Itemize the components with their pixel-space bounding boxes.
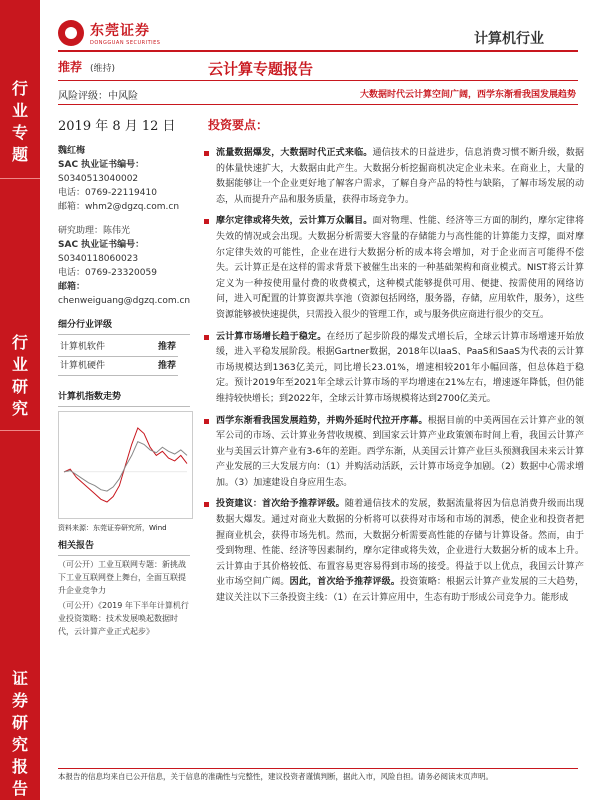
brand-name: 东莞证券 xyxy=(90,23,150,39)
sub-rating-title: 细分行业评级 xyxy=(58,318,190,335)
invest-title: 投资要点： xyxy=(208,118,269,132)
table-row: 计算机硬件 推荐 xyxy=(58,357,178,376)
rating: 推荐 (维持) xyxy=(58,60,116,74)
related-report[interactable]: （可公开）《2019 年下半年计算机行业投资策略：技术发展唤起数据时代，云计算产业正式起步》 xyxy=(58,601,189,636)
left-column xyxy=(58,56,190,638)
sub-rating-table xyxy=(58,338,178,376)
key-point: 流量数据爆发，大数据时代正式来临。通信技术的日益进步，信息消费习惯不断升级，数据的体量快速扩大，大数据由此产生。大数据分析挖掘商机决定企业未来。在商业上，大量的数据能够让一个企业更好地了解客户需求，了解自身产品的特性与缺陷，了解市场发展的动态，从而提升产品和服务质量，获得市场竞争力。 xyxy=(204,146,584,208)
header-divider xyxy=(58,50,578,52)
industry-label: 计算机行业 xyxy=(474,31,544,47)
report-title: 云计算专题报告 xyxy=(208,60,314,78)
sidebar-label-research: 行业研究 xyxy=(11,333,28,418)
index-chart xyxy=(58,411,193,519)
author-email[interactable]: chenweiguang@dgzq.com.cn xyxy=(58,296,191,306)
table-row: 计算机软件 推荐 xyxy=(58,338,178,357)
index-chart-svg xyxy=(58,411,193,519)
key-point: 摩尔定律或将失效，云计算万众瞩目。面对物理、性能、经济等三方面的制约，摩尔定律将失效的情况或会出现。大数据分析需要大容量的存储能力与高性能的计算能力支撑，面对摩尔定律失效的可能性，企业在进行大数据分析的成本将会增加，对于企业而言可能得不偿失。云计算正是在这样的需求背景下被催生出来的一种基础架构和商业模式。NIST将云计算定义为一种按使用量付费的收费模式，这种模式能够提供可用、便捷、按需使用的网络访问，进入可配置的计算资源共享池（资源包括网络，服务器，存储，应用软件，服务），这些资源能够被快速提供，只需投入很少的管理工作，或与服务供应商进行很少的交互。 xyxy=(204,214,584,323)
sidebar-label-report: 证券研究报告 xyxy=(11,669,28,798)
sidebar-divider xyxy=(0,430,40,431)
cert-label: SAC 执业证书编号： xyxy=(58,160,145,170)
cert-number: S0340118060023 xyxy=(58,254,139,264)
sidebar-divider xyxy=(0,178,40,179)
logo-icon xyxy=(58,20,84,46)
main-body xyxy=(204,146,584,613)
risk-rating: 风险评级：中风险 xyxy=(58,91,138,102)
key-point: 西学东渐看我国发展趋势，并购外延时代拉开序幕。根据目前的中美两国在云计算产业的领军公司的市场、云计算业务营收规模、到国家云计算产业政策颁布时间上看，我国云计算产业与美国云计算产业有3-6年的差距。西学东渐，从美国云计算产业巨头预测我国未来云计算产业发展的三大发展方向：（1）并购活动活跃，云计算市场竞争加剧。（2）数据中心需求增加。（3）加速建设自身应用生态。 xyxy=(204,414,584,492)
report-subtitle: 大数据时代云计算空间广阔，西学东渐看我国发展趋势 xyxy=(359,90,576,100)
author-name: 研究助理：陈伟光 xyxy=(58,226,131,236)
chart-series-line-1 xyxy=(64,442,187,491)
author-block xyxy=(58,224,190,308)
cert-number: S0340513040002 xyxy=(58,174,139,184)
chart-source: 资料来源：东莞证券研究所，Wind xyxy=(58,524,167,532)
chart-series-line-0 xyxy=(64,428,187,502)
related-title: 相关报告 xyxy=(58,539,190,556)
sidebar-label-topic: 行业专题 xyxy=(11,79,28,164)
key-point: 投资建议：首次给予推荐评级。随着通信技术的发展，数据流量将因为信息消费升级而出现数据大爆发。通过对商业大数据的分析将可以获得对市场和市场的洞悉，使企业和投资者把握商业机会，获得市场先机。然而，大数据分析需要高性能的存储与计算设备。然而，由于受到物理、性能、经济等因素制约，摩尔定律或将失效，企业进行大数据分析的成本上升。云计算由于其价格较低、布置容易更容易得到市场的接受。得益于以上优点，我国云计算产业市场空间广阔。因此，首次给予推荐评级。投资策略：根据云计算产业发展的三大趋势，建议关注以下三条投资主线：（1）在云计算应用中，生态有助于形成公司竞争力。能形成 xyxy=(204,497,584,606)
report-date: 2019 年 8 月 12 日 xyxy=(58,119,176,134)
author-tel: 电话：0769-23320059 xyxy=(58,268,157,278)
key-point: 云计算市场增长趋于稳定。在经历了起步阶段的爆发式增长后，全球云计算市场增速开始放缓，进入平稳发展阶段。根据Gartner数据，2018年以IaaS、PaaS和SaaS为代表的云计算市场规模达到1363亿美元，同比增长23.01%，增速相较201年小幅回落，但总体趋于稳定。预计2019年至2021年全球云计算市场的平均增速在21%左右，增速逐年降低，但仍能维持较快增长；到2022年，全球云计算市场规模将达到2700亿美元。 xyxy=(204,330,584,408)
email-label: 邮箱： xyxy=(58,282,86,292)
author-block xyxy=(58,144,190,214)
cert-label: SAC 执业证书编号： xyxy=(58,240,145,250)
sidebar xyxy=(0,0,40,800)
author-tel: 电话：0769-22119410 xyxy=(58,188,157,198)
author-email[interactable]: 邮箱：whm2@dgzq.com.cn xyxy=(58,202,180,212)
footer-disclaimer: 本报告的信息均来自已公开信息，关于信息的准确性与完整性，建议投资者谨慎判断，据此入市，风险自担。请务必阅读末页声明。 xyxy=(58,768,578,783)
chart-title: 计算机指数走势 xyxy=(58,390,190,407)
author-name: 魏红梅 xyxy=(58,146,86,156)
brand-logo xyxy=(58,20,160,46)
rating-note: (维持) xyxy=(90,64,116,74)
related-report[interactable]: （可公开）工业互联网专题：新挑战下工业互联网登上舞台，全面互联提升企业竞争力 xyxy=(58,560,186,595)
brand-name-en: DONGGUAN SECURITIES xyxy=(90,40,161,46)
